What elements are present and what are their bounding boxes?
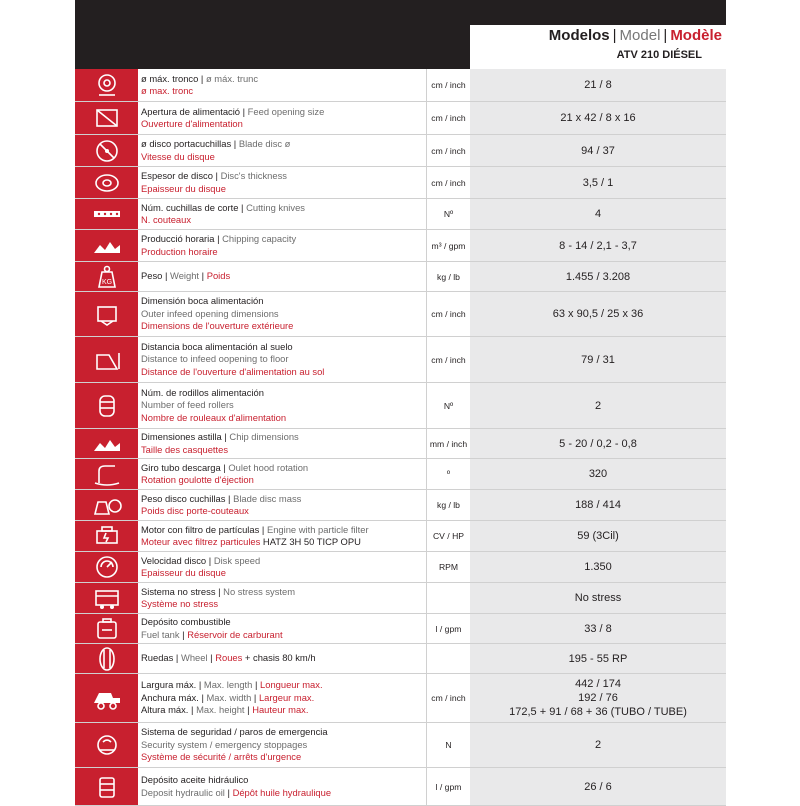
- description-line: [141, 567, 423, 580]
- text-pipe: |: [206, 554, 214, 566]
- text-fr: Système de sécurité / arrêts d'urgence: [141, 751, 302, 763]
- spec-description: [141, 262, 423, 291]
- spec-row: [75, 583, 726, 614]
- trunk-diameter-icon: [75, 69, 138, 101]
- machine-dimensions-icon: [75, 674, 138, 722]
- engine-icon: [75, 521, 138, 551]
- spec-row: [75, 614, 726, 644]
- text-fr: Production horaire: [141, 245, 218, 257]
- description-line: [141, 652, 423, 665]
- infeed-height-icon: [75, 337, 138, 382]
- text-en: Security system / emergency stoppages: [141, 738, 308, 750]
- text-fr: Hauteur max.: [252, 704, 309, 716]
- description-line: [141, 320, 423, 333]
- text-fr: Longueur max.: [260, 679, 323, 691]
- value-line: 192 / 76: [578, 692, 618, 704]
- spec-row: [75, 337, 726, 383]
- text-fr: Epaisseur du disque: [141, 567, 226, 578]
- text-fr: Roues: [215, 652, 243, 664]
- spec-value: [470, 199, 726, 229]
- description-line: [141, 270, 423, 283]
- text-en: ø máx. trunc: [205, 72, 259, 84]
- spec-description: [141, 383, 423, 428]
- text-es: Dimensión boca alimentación: [141, 295, 264, 307]
- text-pipe: |: [224, 786, 233, 798]
- text-en: Oulet hood rotation: [228, 461, 309, 473]
- text-pipe: |: [179, 628, 188, 640]
- spec-description: [141, 552, 423, 582]
- description-line: [141, 246, 423, 259]
- text-es: Giro tubo descarga: [141, 461, 221, 473]
- spec-description: [141, 292, 423, 336]
- description-line: [141, 233, 423, 246]
- spec-unit: cm / inch: [426, 102, 471, 134]
- spec-description: [141, 644, 423, 673]
- models-heading: [470, 27, 722, 44]
- spec-sheet: [75, 0, 726, 800]
- text-es: Núm. de rodillos alimentación: [141, 386, 264, 398]
- header-bar: [75, 0, 726, 69]
- text-es: + chasis 80 km/h: [242, 652, 316, 664]
- chips-icon: [75, 429, 138, 458]
- spec-unit: Nº: [426, 199, 471, 229]
- text-pipe: |: [259, 523, 267, 535]
- text-en: Max. width: [206, 691, 252, 703]
- spec-description: [141, 521, 423, 551]
- spec-row: [75, 383, 726, 429]
- spec-value: [470, 69, 726, 101]
- description-line: [141, 739, 423, 752]
- text-pipe: |: [221, 431, 230, 442]
- value-line: 172,5 + 91 / 68 + 36 (TUBO / TUBE): [509, 706, 687, 718]
- description-line: [141, 751, 423, 764]
- text-es: Peso: [141, 270, 163, 282]
- value-line: 59 (3Cil): [577, 530, 619, 542]
- feed-rollers-icon: [75, 383, 138, 428]
- spec-row: [75, 459, 726, 490]
- description-line: [141, 474, 423, 487]
- description-line: [141, 598, 423, 611]
- spec-unit: m³ / gpm: [426, 230, 471, 261]
- description-line: [141, 493, 423, 506]
- text-pipe: |: [188, 704, 197, 716]
- text-es: Apertura de alimentació: [141, 105, 241, 117]
- value-line: 94 / 37: [581, 144, 615, 157]
- value-line: 188 / 414: [575, 499, 621, 511]
- spec-value: [470, 614, 726, 643]
- text-fr: Moteur avec filtrez particules: [141, 536, 261, 547]
- text-en: Blade disc ø: [238, 138, 291, 149]
- spec-description: [141, 69, 423, 101]
- spec-value: [470, 383, 726, 428]
- spec-table: [75, 69, 726, 806]
- spec-value: [470, 723, 726, 767]
- spec-unit: cm / inch: [426, 135, 471, 166]
- text-fr: Poids: [206, 270, 231, 282]
- discharge-rotation-icon: [75, 459, 138, 489]
- cutting-knives-icon: [75, 199, 138, 229]
- text-en: Distance to infeed oopening to floor: [141, 353, 289, 365]
- text-fr: Dépôt huile hydraulique: [232, 786, 332, 798]
- spec-unit: l / gpm: [426, 614, 471, 643]
- description-line: [141, 774, 423, 787]
- text-es: Dimensiones astilla: [141, 431, 222, 442]
- value-line: 195 - 55 RP: [568, 652, 628, 665]
- description-line: [141, 726, 423, 739]
- description-line: [141, 679, 423, 692]
- text-pipe: |: [240, 105, 248, 117]
- spec-row: [75, 230, 726, 262]
- value-line: 2: [594, 399, 602, 412]
- description-line: [141, 341, 423, 354]
- value-line: 1.455 / 3.208: [565, 270, 631, 283]
- spec-row: [75, 723, 726, 768]
- text-en: Blade disc mass: [233, 492, 302, 504]
- disc-speed-icon: [75, 552, 138, 582]
- no-stress-icon: [75, 583, 138, 613]
- text-es: Largura máx.: [141, 679, 197, 691]
- text-fr: Ouverture d'alimentation: [141, 118, 243, 129]
- spec-description: [141, 135, 423, 166]
- value-line: 4: [594, 208, 602, 220]
- text-en: Weight: [170, 270, 200, 282]
- text-en: Disk speed: [213, 554, 261, 566]
- text-pipe: |: [215, 585, 224, 597]
- spec-description: [141, 337, 423, 382]
- spec-value: [470, 292, 726, 336]
- spec-value: [470, 337, 726, 382]
- spec-value: [470, 583, 726, 613]
- description-line: [141, 505, 423, 518]
- separator: |: [612, 27, 617, 44]
- spec-unit: cm / inch: [426, 292, 471, 336]
- model-header: [470, 25, 726, 69]
- description-line: [141, 106, 423, 119]
- description-line: [141, 183, 423, 196]
- text-es: Velocidad disco: [141, 554, 207, 566]
- text-fr: Dimensions de l'ouverture extérieure: [141, 320, 294, 332]
- description-line: [141, 787, 423, 800]
- text-pipe: |: [198, 691, 207, 703]
- description-line: [141, 616, 423, 629]
- description-line: [141, 555, 423, 568]
- description-line: [141, 353, 423, 366]
- value-line: 3,5 / 1: [582, 176, 614, 189]
- model-name: ATV 210 DIÉSEL: [616, 49, 702, 61]
- description-line: [141, 85, 423, 98]
- spec-row: [75, 167, 726, 199]
- hydraulic-tank-icon: [75, 768, 138, 805]
- text-pipe: |: [251, 691, 259, 703]
- value-line: 21 / 8: [584, 79, 612, 91]
- text-en: Max. height: [196, 704, 245, 716]
- value-line: 1.350: [584, 561, 612, 573]
- spec-row: [75, 292, 726, 337]
- text-es: Altura máx.: [141, 704, 189, 716]
- description-line: [141, 444, 423, 457]
- text-en: Chipping capacity: [222, 233, 297, 244]
- spec-row: [75, 552, 726, 583]
- spec-unit: Nº: [426, 383, 471, 428]
- text-fr: Réservoir de carburant: [187, 628, 283, 640]
- spec-row: [75, 262, 726, 292]
- text-es: Motor con filtro de partículas: [141, 523, 260, 535]
- spec-description: [141, 429, 423, 458]
- description-line: [141, 308, 423, 321]
- description-line: [141, 387, 423, 400]
- spec-description: [141, 614, 423, 643]
- value-line: 33 / 8: [584, 622, 612, 635]
- description-line: [141, 118, 423, 131]
- text-es: Producció horaria: [141, 233, 215, 244]
- weight-icon: [75, 262, 138, 291]
- text-pipe: |: [252, 679, 261, 691]
- spec-value: [470, 644, 726, 673]
- spec-unit: cm / inch: [426, 69, 471, 101]
- spec-row: [75, 199, 726, 230]
- text-en: Wheel: [180, 652, 208, 664]
- spec-unit: [426, 583, 471, 613]
- text-fr: ø max. tronc: [141, 85, 194, 96]
- text-fr: Poids disc porte-couteaux: [141, 505, 249, 516]
- text-en: Disc's thickness: [220, 170, 287, 181]
- spec-unit: cm / inch: [426, 674, 471, 722]
- spec-value: [470, 429, 726, 458]
- value-line: No stress: [574, 592, 622, 604]
- text-en: Cutting knives: [246, 201, 305, 213]
- models-es: Modelos: [548, 27, 610, 44]
- text-fr: Epaisseur du disque: [141, 182, 226, 194]
- spec-unit: RPM: [426, 552, 471, 582]
- description-line: [141, 629, 423, 642]
- spec-value: [470, 135, 726, 166]
- text-en: Feed opening size: [247, 105, 325, 117]
- spec-unit: cm / inch: [426, 167, 471, 198]
- svg-text:KG: KG: [101, 278, 112, 286]
- description-line: [141, 170, 423, 183]
- text-en: Chip dimensions: [229, 431, 299, 442]
- text-es: Sistema no stress: [141, 585, 216, 597]
- spec-description: [141, 167, 423, 198]
- description-line: [141, 704, 423, 717]
- text-pipe: |: [212, 170, 221, 181]
- description-line: [141, 73, 423, 86]
- text-es: ø disco portacuchillas: [141, 138, 232, 149]
- value-line: 320: [588, 468, 608, 480]
- spec-description: [141, 583, 423, 613]
- text-fr: N. couteaux: [141, 214, 192, 225]
- description-line: [141, 138, 423, 151]
- disc-mass-icon: [75, 490, 138, 520]
- text-fr: Système no stress: [141, 598, 219, 609]
- value-line: 442 / 174: [575, 678, 621, 690]
- spec-row: [75, 429, 726, 459]
- description-line: [141, 431, 423, 444]
- models-en: Model: [619, 27, 661, 44]
- spec-description: [141, 723, 423, 767]
- spec-row: [75, 521, 726, 552]
- description-line: [141, 366, 423, 379]
- spec-unit: mm / inch: [426, 429, 471, 458]
- text-fr: Largeur max.: [258, 691, 315, 703]
- text-es: Depósito combustible: [141, 616, 231, 627]
- separator: |: [663, 27, 668, 44]
- spec-value: [470, 102, 726, 134]
- text-fr: Taille des casquettes: [141, 443, 229, 455]
- value-line: 63 x 90,5 / 25 x 36: [552, 308, 644, 320]
- text-pipe: |: [173, 652, 181, 664]
- text-es: Espesor de disco: [141, 170, 213, 181]
- value-line: 5 - 20 / 0,2 - 0,8: [559, 437, 637, 450]
- spec-value: [470, 490, 726, 520]
- description-line: [141, 295, 423, 308]
- text-pipe: |: [199, 270, 207, 282]
- spec-row: [75, 135, 726, 167]
- text-es: ø máx. tronco: [141, 72, 199, 84]
- safety-system-icon: [75, 723, 138, 767]
- value-line: 21 x 42 / 8 x 16: [560, 112, 636, 124]
- text-es: Ruedas: [141, 652, 174, 664]
- spec-description: [141, 230, 423, 261]
- text-en: Engine with particle filter: [266, 523, 369, 535]
- text-es: Distancia boca alimentación al suelo: [141, 340, 293, 352]
- fuel-tank-icon: [75, 614, 138, 643]
- spec-description: [141, 768, 423, 805]
- text-pipe: |: [198, 72, 206, 84]
- spec-unit: l / gpm: [426, 768, 471, 805]
- spec-row: [75, 102, 726, 135]
- models-fr: Modèle: [670, 27, 722, 44]
- spec-value: [470, 230, 726, 261]
- spec-unit: cm / inch: [426, 337, 471, 382]
- spec-unit: [426, 644, 471, 673]
- text-en: Number of feed rollers: [141, 399, 234, 411]
- text-fr: Distance de l'ouverture d'alimentation au sol: [141, 365, 325, 377]
- text-pipe: |: [225, 492, 234, 504]
- description-line: [141, 524, 423, 537]
- spec-description: [141, 102, 423, 134]
- spec-value: [470, 768, 726, 805]
- wheel-icon: [75, 644, 138, 673]
- text-es: HATZ 3H 50 TICP OPU: [260, 536, 361, 547]
- spec-unit: kg / lb: [426, 490, 471, 520]
- text-pipe: |: [231, 138, 239, 149]
- description-line: [141, 399, 423, 412]
- spec-value: [470, 262, 726, 291]
- chips-icon: [75, 230, 138, 261]
- text-pipe: |: [244, 704, 253, 716]
- description-line: [141, 214, 423, 227]
- spec-description: [141, 674, 423, 722]
- text-es: Peso disco cuchillas: [141, 492, 226, 504]
- spec-value: [470, 167, 726, 198]
- text-fr: Rotation goulotte d'éjection: [141, 474, 254, 485]
- text-es: Anchura máx.: [141, 691, 199, 703]
- description-line: [141, 692, 423, 705]
- text-pipe: |: [196, 679, 204, 691]
- value-line: 2: [594, 739, 602, 751]
- disc-thickness-icon: [75, 167, 138, 198]
- blade-disc-icon: [75, 135, 138, 166]
- infeed-dimension-icon: [75, 292, 138, 336]
- feed-opening-icon: [75, 102, 138, 134]
- spec-row: [75, 768, 726, 806]
- spec-value: [470, 521, 726, 551]
- spec-value: [470, 459, 726, 489]
- spec-unit: kg / lb: [426, 262, 471, 291]
- description-line: [141, 462, 423, 475]
- description-line: [141, 586, 423, 599]
- spec-description: [141, 459, 423, 489]
- text-en: Fuel tank: [141, 628, 180, 640]
- text-pipe: |: [207, 652, 216, 664]
- text-es: Depósito aceite hidráulico: [141, 774, 249, 785]
- value-line: 26 / 6: [584, 780, 612, 793]
- text-es: Sistema de seguridad / paros de emergencia: [141, 726, 328, 738]
- text-pipe: |: [220, 461, 229, 473]
- text-fr: Vitesse du disque: [141, 150, 215, 162]
- spec-row: [75, 644, 726, 674]
- spec-row: [75, 69, 726, 102]
- spec-value: [470, 552, 726, 582]
- spec-row: [75, 490, 726, 521]
- description-line: [141, 202, 423, 215]
- text-pipe: |: [162, 270, 171, 282]
- spec-unit: CV / HP: [426, 521, 471, 551]
- text-pipe: |: [214, 233, 223, 244]
- text-en: Max. length: [203, 679, 253, 691]
- spec-unit: º: [426, 459, 471, 489]
- spec-description: [141, 199, 423, 229]
- text-es: Núm. cuchillas de corte: [141, 201, 239, 213]
- description-line: [141, 151, 423, 164]
- text-en: Deposit hydraulic oil: [141, 786, 225, 798]
- text-pipe: |: [238, 201, 247, 213]
- text-en: Outer infeed opening dimensions: [141, 307, 279, 319]
- spec-description: [141, 490, 423, 520]
- spec-row: [75, 674, 726, 723]
- description-line: [141, 412, 423, 425]
- spec-unit: N: [426, 723, 471, 767]
- text-fr: Nombre de rouleaux d'alimentation: [141, 411, 287, 423]
- value-line: 8 - 14 / 2,1 - 3,7: [559, 239, 637, 252]
- spec-value: [470, 674, 726, 722]
- text-en: No stress system: [223, 585, 296, 597]
- value-line: 79 / 31: [581, 353, 615, 366]
- description-line: [141, 536, 423, 549]
